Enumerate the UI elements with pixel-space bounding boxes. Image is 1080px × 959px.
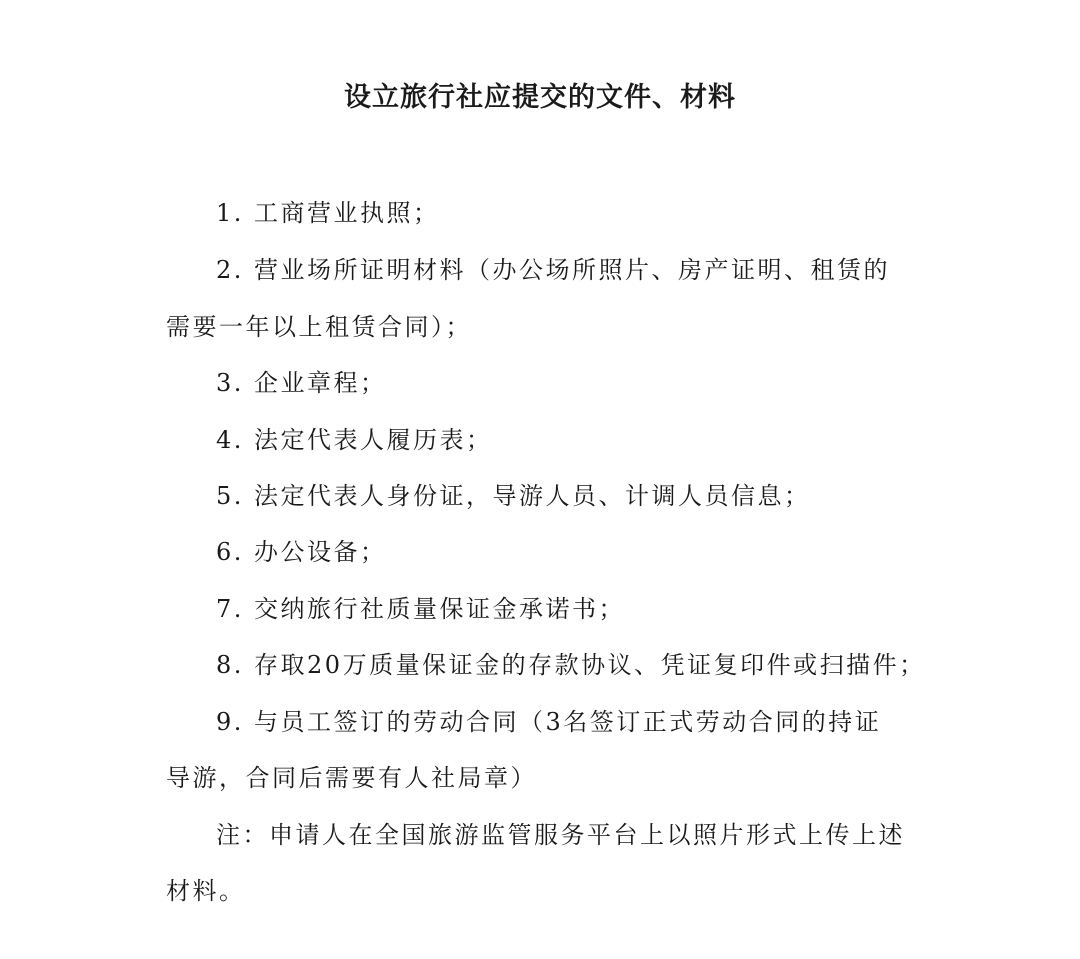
item-4: 4. 法定代表人履历表； [216,426,493,454]
item-6: 6. 办公设备； [216,538,387,566]
item-1: 1. 工商营业执照； [216,199,440,227]
item-2-continued: 需要一年以上租赁合同）； [166,313,472,341]
document-title: 设立旅行社应提交的文件、材料 [344,82,736,113]
item-9: 9. 与员工签订的劳动合同（3名签订正式劳动合同的持证 [216,708,882,736]
note: 注：申请人在全国旅游监管服务平台上以照片形式上传上述 [216,821,905,849]
item-2: 2. 营业场所证明材料（办公场所照片、房产证明、租赁的 [216,256,891,284]
note-continued: 材料。 [166,877,246,905]
item-7: 7. 交纳旅行社质量保证金承诺书； [216,595,626,623]
item-3: 3. 企业章程； [216,369,387,397]
item-5: 5. 法定代表人身份证，导游人员、计调人员信息； [216,482,811,510]
item-8: 8. 存取20万质量保证金的存款协议、凭证复印件或扫描件； [216,651,926,679]
item-9-continued: 导游，合同后需要有人社局章） [166,764,537,792]
